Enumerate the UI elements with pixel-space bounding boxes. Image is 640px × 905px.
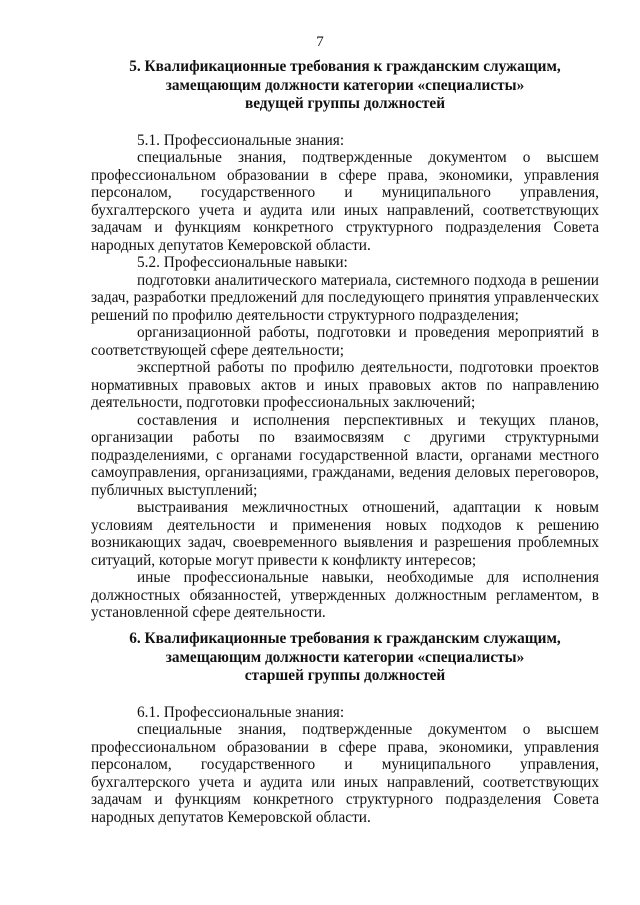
page-number: 7	[316, 34, 324, 50]
skill-item: иные профессиональные навыки, необходимые для исполнения должностных обязанностей, утвержденных должностным регламентом, в установленной сфере деятельности.	[91, 569, 599, 621]
skill-item: подготовки аналитического материала, системного подхода в решении задач, разработки предложений для последующего принятия управленческих решений по профилю деятельности структурного подразделения;	[91, 271, 599, 324]
skill-item: выстраивания межличностных отношений, адаптации к новым условиям деятельности и применения новых подходов к решению возникающих задач, своевременного выявления и разрешения проблемных ситуаций, которые могут привести к конфликту интересов;	[91, 499, 599, 569]
section-6-title-line-3: старшей группы должностей	[244, 667, 446, 684]
section-6-title-line-1: 6. Квалификационные требования к гражданским служащим,	[129, 630, 561, 647]
skill-item: составления и исполнения перспективных и текущих планов, организации работы по взаимосвязям с другими структурными подразделениями, с органами государственной власти, органами местного самоуправления, организациями, гражданами, ведения деловых переговоров, публичных выступлений;	[91, 411, 599, 499]
knowledge-heading-5-1: 5.1. Профессиональные знания:	[137, 131, 345, 149]
knowledge-text-6-1: специальные знания, подтвержденные документом о высшем профессиональном образовании в сфере права, экономики, управления персоналом, государственного и муниципального управления, бухгалтерского учета и аудита или иных направлений, соответствующих задачам и функциям конкретного структурного подразделения Совета народных депутатов Кемеровской области.	[91, 721, 599, 826]
section-5-title	[91, 58, 599, 114]
skills-heading-5-2: 5.2. Профессиональные навыки:	[137, 254, 348, 271]
section-5-title-line-1: 5. Квалификационные требования к гражданским служащим,	[129, 58, 561, 75]
section-6-title-line-2: замещающим должности категории «специалисты»	[165, 648, 525, 666]
section-5-title-line-2: замещающим должности категории «специалисты»	[165, 76, 525, 94]
knowledge-text-5-1: специальные знания, подтвержденные документом о высшем профессиональном образовании в сфере права, экономики, управления персоналом, государственного и муниципального управления, бухгалтерского учета и аудита или иных направлений, соответствующих задачам и функциям конкретного структурного подразделения Совета народных депутатов Кемеровской области.	[91, 149, 599, 254]
section-6-title	[91, 630, 599, 686]
knowledge-heading-6-1: 6.1. Профессиональные знания:	[137, 703, 345, 721]
skill-item: организационной работы, подготовки и проведения мероприятий в соответствующей сфере деятельности;	[91, 324, 599, 359]
section-5	[91, 58, 599, 622]
section-5-title-line-3: ведущей группы должностей	[244, 95, 446, 112]
section-6	[91, 630, 599, 826]
skill-item: экспертной работы по профилю деятельности, подготовки проектов нормативных правовых актов и иных правовых актов по направлению деятельности, подготовки профессиональных заключений;	[91, 359, 599, 411]
